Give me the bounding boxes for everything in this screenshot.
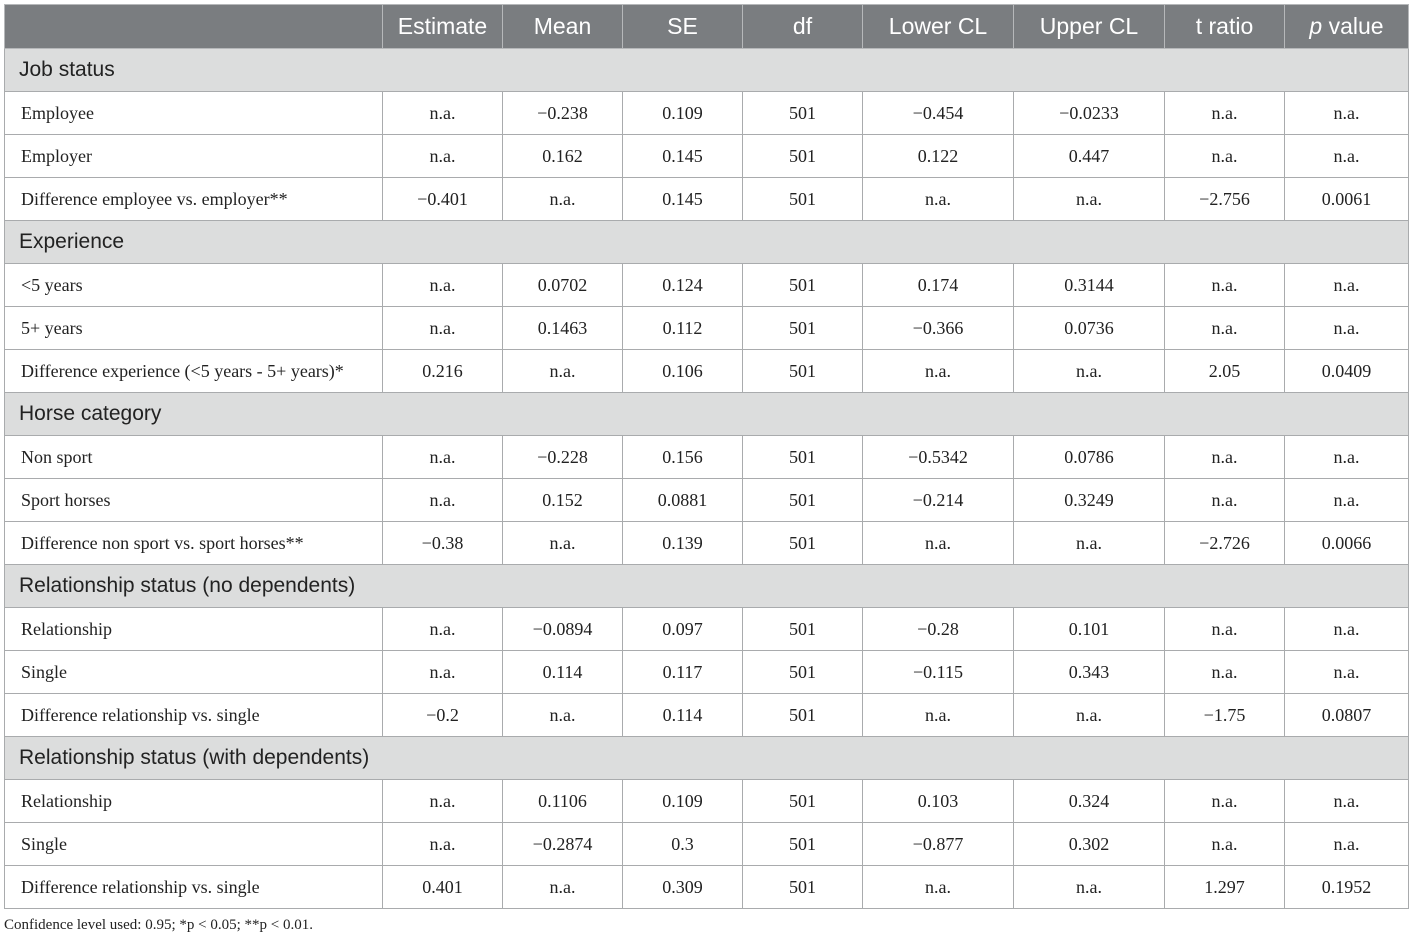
header-row bbox=[5, 5, 1409, 49]
cell-t-ratio: −2.726 bbox=[1165, 522, 1285, 565]
cell-estimate: n.a. bbox=[383, 135, 503, 178]
header-se: SE bbox=[623, 5, 743, 49]
table-row bbox=[5, 522, 1409, 565]
table-row bbox=[5, 780, 1409, 823]
header-t-ratio: t ratio bbox=[1165, 5, 1285, 49]
cell-lower-cl: n.a. bbox=[863, 866, 1014, 909]
section-row bbox=[5, 737, 1409, 780]
cell-lower-cl: −0.454 bbox=[863, 92, 1014, 135]
cell-se: 0.309 bbox=[623, 866, 743, 909]
cell-lower-cl: −0.115 bbox=[863, 651, 1014, 694]
cell-p-value: n.a. bbox=[1285, 436, 1409, 479]
row-label: Difference relationship vs. single bbox=[5, 866, 383, 909]
row-label: Relationship bbox=[5, 780, 383, 823]
cell-t-ratio: n.a. bbox=[1165, 307, 1285, 350]
cell-upper-cl: 0.0736 bbox=[1014, 307, 1165, 350]
cell-se: 0.117 bbox=[623, 651, 743, 694]
cell-estimate: n.a. bbox=[383, 780, 503, 823]
cell-mean: −0.228 bbox=[503, 436, 623, 479]
cell-mean: n.a. bbox=[503, 522, 623, 565]
cell-mean: 0.152 bbox=[503, 479, 623, 522]
cell-mean: 0.1106 bbox=[503, 780, 623, 823]
cell-se: 0.106 bbox=[623, 350, 743, 393]
cell-t-ratio: −2.756 bbox=[1165, 178, 1285, 221]
cell-p-value: n.a. bbox=[1285, 608, 1409, 651]
cell-se: 0.109 bbox=[623, 92, 743, 135]
cell-mean: −0.2874 bbox=[503, 823, 623, 866]
cell-lower-cl: −0.5342 bbox=[863, 436, 1014, 479]
section-title: Horse category bbox=[5, 393, 1409, 436]
cell-df: 501 bbox=[743, 264, 863, 307]
cell-estimate: n.a. bbox=[383, 608, 503, 651]
cell-mean: n.a. bbox=[503, 694, 623, 737]
cell-upper-cl: 0.3249 bbox=[1014, 479, 1165, 522]
cell-estimate: −0.2 bbox=[383, 694, 503, 737]
cell-p-value: n.a. bbox=[1285, 307, 1409, 350]
cell-df: 501 bbox=[743, 92, 863, 135]
cell-upper-cl: n.a. bbox=[1014, 350, 1165, 393]
cell-se: 0.145 bbox=[623, 178, 743, 221]
cell-mean: n.a. bbox=[503, 866, 623, 909]
cell-p-value: n.a. bbox=[1285, 479, 1409, 522]
cell-t-ratio: n.a. bbox=[1165, 608, 1285, 651]
cell-df: 501 bbox=[743, 307, 863, 350]
section-title: Relationship status (no dependents) bbox=[5, 565, 1409, 608]
cell-t-ratio: n.a. bbox=[1165, 780, 1285, 823]
header-upper-cl: Upper CL bbox=[1014, 5, 1165, 49]
cell-se: 0.114 bbox=[623, 694, 743, 737]
cell-estimate: n.a. bbox=[383, 479, 503, 522]
cell-se: 0.156 bbox=[623, 436, 743, 479]
cell-estimate: n.a. bbox=[383, 436, 503, 479]
cell-se: 0.3 bbox=[623, 823, 743, 866]
cell-estimate: n.a. bbox=[383, 823, 503, 866]
row-label: Relationship bbox=[5, 608, 383, 651]
cell-lower-cl: 0.174 bbox=[863, 264, 1014, 307]
cell-p-value: 0.0061 bbox=[1285, 178, 1409, 221]
table-body bbox=[5, 49, 1409, 909]
row-label: Sport horses bbox=[5, 479, 383, 522]
table-row bbox=[5, 866, 1409, 909]
cell-upper-cl: n.a. bbox=[1014, 866, 1165, 909]
cell-df: 501 bbox=[743, 436, 863, 479]
cell-lower-cl: 0.103 bbox=[863, 780, 1014, 823]
cell-se: 0.0881 bbox=[623, 479, 743, 522]
row-label: Single bbox=[5, 823, 383, 866]
results-table-container bbox=[4, 4, 1408, 909]
cell-upper-cl: n.a. bbox=[1014, 522, 1165, 565]
cell-p-value: 0.1952 bbox=[1285, 866, 1409, 909]
section-row bbox=[5, 49, 1409, 92]
cell-t-ratio: n.a. bbox=[1165, 436, 1285, 479]
header-p-rest: value bbox=[1322, 13, 1384, 39]
cell-p-value: n.a. bbox=[1285, 823, 1409, 866]
cell-mean: 0.0702 bbox=[503, 264, 623, 307]
cell-lower-cl: n.a. bbox=[863, 178, 1014, 221]
section-row bbox=[5, 393, 1409, 436]
header-blank bbox=[5, 5, 383, 49]
cell-df: 501 bbox=[743, 866, 863, 909]
cell-df: 501 bbox=[743, 522, 863, 565]
table-row bbox=[5, 651, 1409, 694]
table-row bbox=[5, 436, 1409, 479]
cell-lower-cl: n.a. bbox=[863, 694, 1014, 737]
cell-mean: −0.0894 bbox=[503, 608, 623, 651]
cell-upper-cl: 0.101 bbox=[1014, 608, 1165, 651]
header-df: df bbox=[743, 5, 863, 49]
cell-p-value: n.a. bbox=[1285, 135, 1409, 178]
cell-t-ratio: n.a. bbox=[1165, 135, 1285, 178]
cell-upper-cl: 0.447 bbox=[1014, 135, 1165, 178]
row-label: Employee bbox=[5, 92, 383, 135]
cell-p-value: 0.0066 bbox=[1285, 522, 1409, 565]
cell-upper-cl: 0.343 bbox=[1014, 651, 1165, 694]
cell-upper-cl: 0.324 bbox=[1014, 780, 1165, 823]
cell-mean: −0.238 bbox=[503, 92, 623, 135]
cell-mean: n.a. bbox=[503, 178, 623, 221]
section-title: Relationship status (with dependents) bbox=[5, 737, 1409, 780]
header-lower-cl: Lower CL bbox=[863, 5, 1014, 49]
cell-upper-cl: 0.0786 bbox=[1014, 436, 1165, 479]
cell-estimate: n.a. bbox=[383, 264, 503, 307]
section-title: Job status bbox=[5, 49, 1409, 92]
cell-df: 501 bbox=[743, 135, 863, 178]
cell-se: 0.109 bbox=[623, 780, 743, 823]
cell-estimate: n.a. bbox=[383, 651, 503, 694]
cell-df: 501 bbox=[743, 479, 863, 522]
row-label: Difference non sport vs. sport horses** bbox=[5, 522, 383, 565]
cell-mean: 0.114 bbox=[503, 651, 623, 694]
cell-df: 501 bbox=[743, 350, 863, 393]
cell-se: 0.112 bbox=[623, 307, 743, 350]
header-p-value bbox=[1285, 5, 1409, 49]
table-row bbox=[5, 608, 1409, 651]
row-label: Difference relationship vs. single bbox=[5, 694, 383, 737]
cell-t-ratio: 2.05 bbox=[1165, 350, 1285, 393]
cell-estimate: n.a. bbox=[383, 307, 503, 350]
section-row bbox=[5, 221, 1409, 264]
table-row bbox=[5, 694, 1409, 737]
cell-p-value: n.a. bbox=[1285, 92, 1409, 135]
cell-estimate: −0.401 bbox=[383, 178, 503, 221]
cell-df: 501 bbox=[743, 651, 863, 694]
row-label: Non sport bbox=[5, 436, 383, 479]
cell-estimate: 0.216 bbox=[383, 350, 503, 393]
table-row bbox=[5, 307, 1409, 350]
table-row bbox=[5, 350, 1409, 393]
table-footnote: Confidence level used: 0.95; *p < 0.05; **p < 0.01. bbox=[4, 917, 313, 933]
cell-lower-cl: −0.877 bbox=[863, 823, 1014, 866]
cell-se: 0.139 bbox=[623, 522, 743, 565]
cell-upper-cl: −0.0233 bbox=[1014, 92, 1165, 135]
cell-p-value: n.a. bbox=[1285, 651, 1409, 694]
cell-p-value: 0.0409 bbox=[1285, 350, 1409, 393]
cell-t-ratio: n.a. bbox=[1165, 479, 1285, 522]
cell-t-ratio: −1.75 bbox=[1165, 694, 1285, 737]
cell-lower-cl: −0.28 bbox=[863, 608, 1014, 651]
cell-upper-cl: 0.3144 bbox=[1014, 264, 1165, 307]
cell-df: 501 bbox=[743, 823, 863, 866]
cell-mean: n.a. bbox=[503, 350, 623, 393]
cell-upper-cl: 0.302 bbox=[1014, 823, 1165, 866]
results-table bbox=[4, 4, 1409, 909]
header-mean: Mean bbox=[503, 5, 623, 49]
cell-lower-cl: n.a. bbox=[863, 350, 1014, 393]
cell-lower-cl: 0.122 bbox=[863, 135, 1014, 178]
row-label: Single bbox=[5, 651, 383, 694]
table-row bbox=[5, 823, 1409, 866]
row-label: Difference experience (<5 years - 5+ years)* bbox=[5, 350, 383, 393]
cell-df: 501 bbox=[743, 780, 863, 823]
table-row bbox=[5, 479, 1409, 522]
cell-upper-cl: n.a. bbox=[1014, 178, 1165, 221]
cell-lower-cl: −0.214 bbox=[863, 479, 1014, 522]
cell-se: 0.097 bbox=[623, 608, 743, 651]
cell-estimate: 0.401 bbox=[383, 866, 503, 909]
cell-lower-cl: n.a. bbox=[863, 522, 1014, 565]
row-label: Difference employee vs. employer** bbox=[5, 178, 383, 221]
cell-p-value: n.a. bbox=[1285, 264, 1409, 307]
row-label: 5+ years bbox=[5, 307, 383, 350]
cell-estimate: −0.38 bbox=[383, 522, 503, 565]
cell-p-value: n.a. bbox=[1285, 780, 1409, 823]
table-row bbox=[5, 264, 1409, 307]
cell-t-ratio: n.a. bbox=[1165, 92, 1285, 135]
cell-t-ratio: n.a. bbox=[1165, 651, 1285, 694]
row-label: Employer bbox=[5, 135, 383, 178]
cell-t-ratio: 1.297 bbox=[1165, 866, 1285, 909]
cell-upper-cl: n.a. bbox=[1014, 694, 1165, 737]
cell-se: 0.124 bbox=[623, 264, 743, 307]
cell-se: 0.145 bbox=[623, 135, 743, 178]
cell-t-ratio: n.a. bbox=[1165, 823, 1285, 866]
header-estimate: Estimate bbox=[383, 5, 503, 49]
cell-df: 501 bbox=[743, 694, 863, 737]
section-title: Experience bbox=[5, 221, 1409, 264]
row-label: <5 years bbox=[5, 264, 383, 307]
cell-mean: 0.1463 bbox=[503, 307, 623, 350]
cell-df: 501 bbox=[743, 608, 863, 651]
cell-mean: 0.162 bbox=[503, 135, 623, 178]
table-row bbox=[5, 92, 1409, 135]
cell-estimate: n.a. bbox=[383, 92, 503, 135]
cell-t-ratio: n.a. bbox=[1165, 264, 1285, 307]
cell-p-value: 0.0807 bbox=[1285, 694, 1409, 737]
table-row bbox=[5, 135, 1409, 178]
cell-lower-cl: −0.366 bbox=[863, 307, 1014, 350]
table-row bbox=[5, 178, 1409, 221]
header-p-italic: p bbox=[1309, 13, 1323, 39]
cell-df: 501 bbox=[743, 178, 863, 221]
section-row bbox=[5, 565, 1409, 608]
